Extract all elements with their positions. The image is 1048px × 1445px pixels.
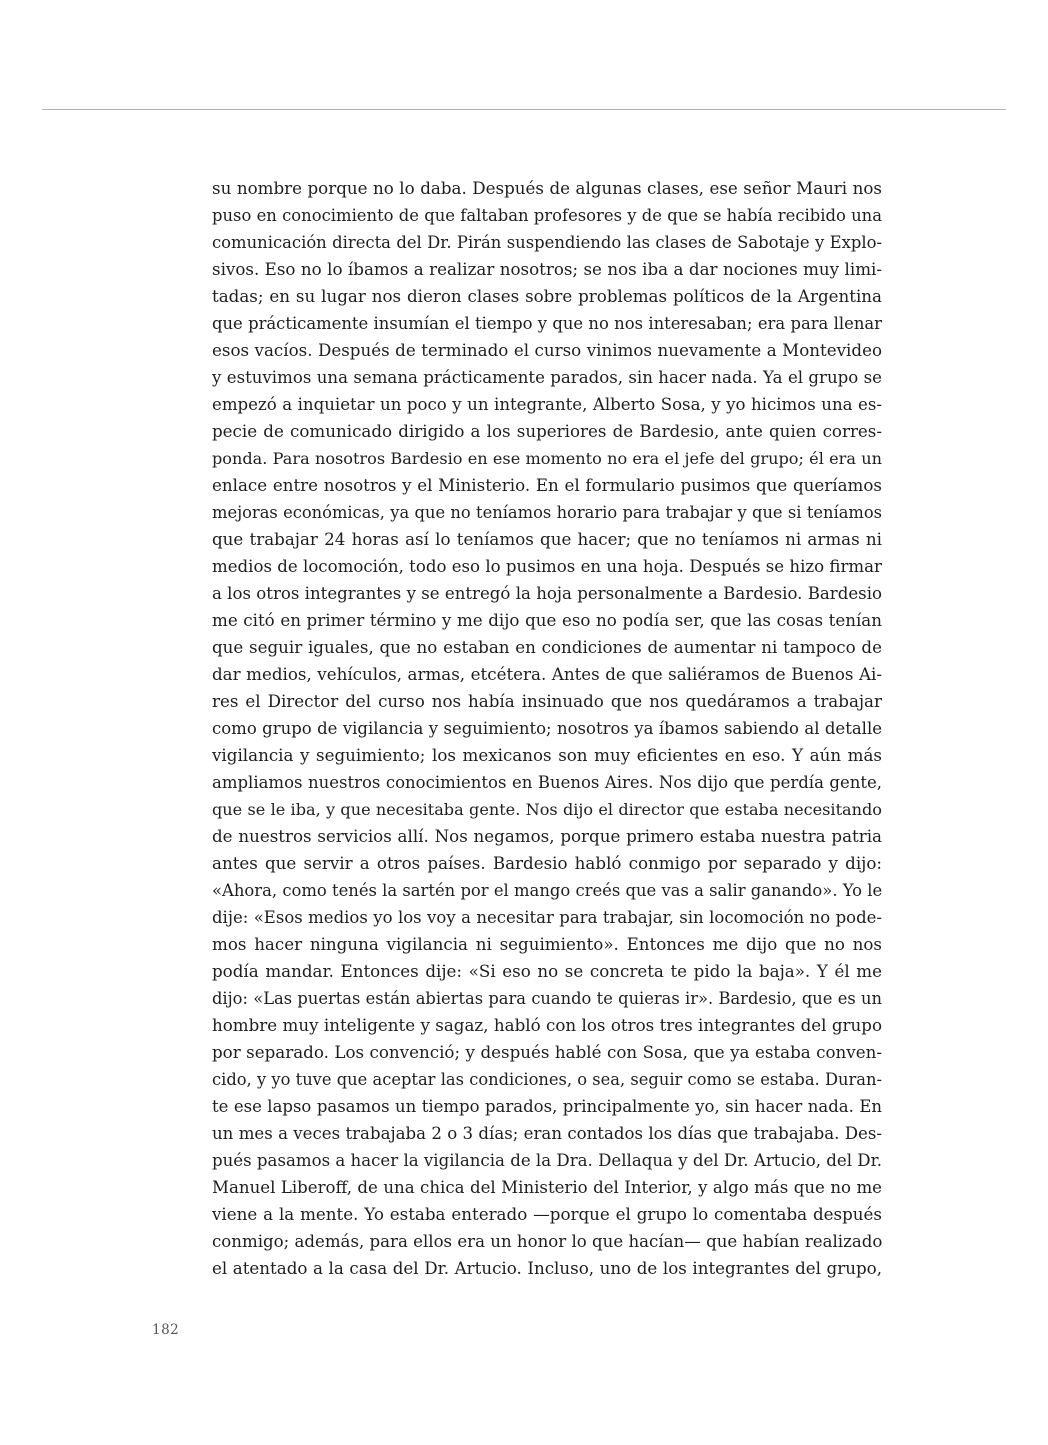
text-line: su nombre porque no lo daba. Después de algunas clases, ese señor Mauri nos bbox=[212, 178, 882, 198]
text-line: el atentado a la casa del Dr. Artucio. Incluso, uno de los integrantes del grupo, bbox=[212, 1258, 882, 1278]
page-number: 182 bbox=[152, 1322, 180, 1338]
header-rule bbox=[42, 109, 1006, 110]
text-line: antes que servir a otros países. Bardesio habló conmigo por separado y dijo: bbox=[212, 853, 882, 873]
text-line: mejoras económicas, ya que no teníamos horario para trabajar y que si teníamos bbox=[212, 503, 882, 522]
text-line: dar medios, vehículos, armas, etcétera. Antes de que saliéramos de Buenos Ai- bbox=[212, 664, 882, 684]
text-line: te ese lapso pasamos un tiempo parados, principalmente yo, sin hacer nada. En bbox=[212, 1097, 882, 1116]
text-line: viene a la mente. Yo estaba enterado —porque el grupo lo comentaba después bbox=[212, 1204, 882, 1224]
text-line: me citó en primer término y me dijo que eso no podía ser, que las cosas tenían bbox=[212, 610, 882, 630]
text-line: vigilancia y seguimiento; los mexicanos son muy eficientes en eso. Y aún más bbox=[212, 745, 882, 765]
body-text bbox=[212, 175, 882, 1282]
text-line: comunicación directa del Dr. Pirán suspendiendo las clases de Sabotaje y Explo- bbox=[212, 233, 882, 252]
text-line: esos vacíos. Después de terminado el curso vinimos nuevamente a Montevideo bbox=[212, 340, 882, 360]
text-line: res el Director del curso nos había insinuado que nos quedáramos a trabajar bbox=[212, 691, 882, 711]
text-line: dije: «Esos medios yo los voy a necesitar para trabajar, sin locomoción no pode- bbox=[212, 908, 882, 927]
text-line: que trabajar 24 horas así lo teníamos que hacer; que no teníamos ni armas ni bbox=[212, 529, 882, 549]
text-line: ponda. Para nosotros Bardesio en ese momento no era el jefe del grupo; él era un bbox=[212, 449, 882, 468]
text-line: podía mandar. Entonces dije: «Si eso no se concreta te pido la baja». Y él me bbox=[212, 961, 882, 981]
text-line: cido, y yo tuve que aceptar las condiciones, o sea, seguir como se estaba. Duran- bbox=[212, 1070, 882, 1089]
text-line: dijo: «Las puertas están abiertas para cuando te quieras ir». Bardesio, que es un bbox=[212, 989, 882, 1008]
text-line: enlace entre nosotros y el Ministerio. En el formulario pusimos que queríamos bbox=[212, 475, 882, 495]
text-line: pecie de comunicado dirigido a los superiores de Bardesio, ante quien corres- bbox=[212, 421, 882, 441]
text-line: a los otros integrantes y se entregó la hoja personalmente a Bardesio. Bardesio bbox=[212, 584, 882, 603]
text-line: sivos. Eso no lo íbamos a realizar nosotros; se nos iba a dar nociones muy limi- bbox=[212, 259, 882, 279]
text-line: empezó a inquietar un poco y un integrante, Alberto Sosa, y yo hicimos una es- bbox=[212, 395, 882, 414]
text-line: ampliamos nuestros conocimientos en Buenos Aires. Nos dijo que perdía gente, bbox=[212, 773, 882, 792]
text-line: tadas; en su lugar nos dieron clases sobre problemas políticos de la Argentina bbox=[212, 286, 882, 306]
text-line: como grupo de vigilancia y seguimiento; nosotros ya íbamos sabiendo al detalle bbox=[212, 719, 882, 738]
text-line: que seguir iguales, que no estaban en condiciones de aumentar ni tampoco de bbox=[212, 637, 882, 657]
text-line: mos hacer ninguna vigilancia ni seguimiento». Entonces me dijo que no nos bbox=[212, 934, 882, 954]
text-line: que prácticamente insumían el tiempo y que no nos interesaban; era para llenar bbox=[212, 314, 882, 333]
text-line: que se le iba, y que necesitaba gente. Nos dijo el director que estaba necesitando bbox=[212, 800, 882, 819]
text-line: «Ahora, como tenés la sartén por el mango creés que vas a salir ganando». Yo le bbox=[212, 881, 882, 900]
text-line: hombre muy inteligente y sagaz, habló con los otros tres integrantes del grupo bbox=[212, 1015, 882, 1035]
text-line: Manuel Liberoff, de una chica del Ministerio del Interior, y algo más que no me bbox=[212, 1178, 882, 1197]
text-line: y estuvimos una semana prácticamente parados, sin hacer nada. Ya el grupo se bbox=[212, 368, 882, 387]
text-line: por separado. Los convenció; y después hablé con Sosa, que ya estaba conven- bbox=[212, 1042, 882, 1062]
text-line: medios de locomoción, todo eso lo pusimos en una hoja. Después se hizo firmar bbox=[212, 557, 882, 576]
text-line: puso en conocimiento de que faltaban profesores y de que se había recibido una bbox=[212, 206, 882, 225]
text-line: conmigo; además, para ellos era un honor lo que hacían— que habían realizado bbox=[212, 1232, 882, 1251]
text-line: de nuestros servicios allí. Nos negamos, porque primero estaba nuestra patria bbox=[212, 826, 882, 846]
text-line: un mes a veces trabajaba 2 o 3 días; eran contados los días que trabajaba. Des- bbox=[212, 1124, 882, 1143]
text-line: pués pasamos a hacer la vigilancia de la Dra. Dellaqua y del Dr. Artucio, del Dr. bbox=[212, 1151, 882, 1170]
